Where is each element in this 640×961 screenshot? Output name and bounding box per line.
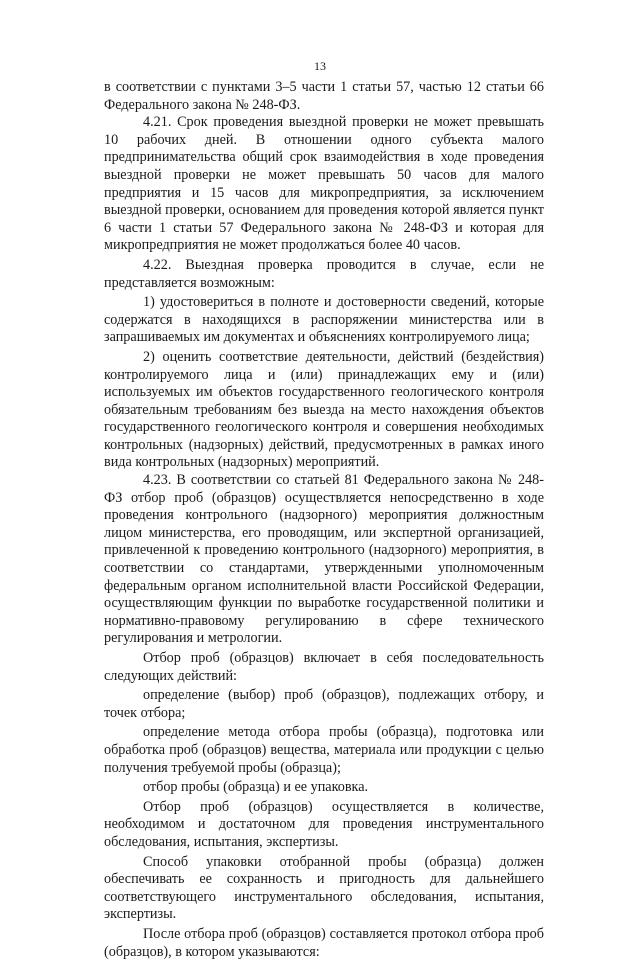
paragraph-4-23: 4.23. В соответствии со статьей 81 Федерального закона № 248-ФЗ отбор проб (образцов) осуществляется непосредственно в ходе проведения контрольного (надзорного) мероприятия должностным лицом министерства, его проводящим, или экспертной организацией, привлеченной к проведению контрольного (надзорного) мероприятия, в соответствии со стандартами, утвержденными уполномоченным федеральным органом исполнительной власти Российской Федерации, осуществляющим функции по выработке государственной политики и нормативно-правовому регулированию в сфере технического регулирования и метрологии. (104, 472, 544, 647)
list-item-step-1: определение (выбор) проб (образцов), подлежащих отбору, и точек отбора; (104, 687, 544, 721)
paragraph-packaging: Способ упаковки отобранной пробы (образца) должен обеспечивать ее сохранность и пригодность для дальнейшего соответствующего инструментального обследования, испытания, экспертизы. (104, 853, 544, 923)
list-item-2: 2) оценить соответствие деятельности, действий (бездействия) контролируемого лица и (или) принадлежащих ему и (или) используемых им объектов государственного геологического контроля обязательным требованиям без выезда на место нахождения объектов государственного геологического контроля и совершения необходимых контрольных (надзорных) действий, предусмотренных в рамках иного вида контрольных (надзорных) мероприятий. (104, 348, 544, 471)
list-item-step-3: отбор пробы (образца) и ее упаковка. (143, 779, 369, 796)
paragraph-4-22: 4.22. Выездная проверка проводится в случае, если не представляется возможным: (104, 256, 544, 291)
paragraph-sample-quantity: Отбор проб (образцов) осуществляется в количестве, необходимом и достаточном для проведения инструментального обследования, испытания, экспертизы. (104, 798, 544, 850)
document-body (104, 79, 544, 961)
paragraph-continuation: в соответствии с пунктами 3–5 части 1 статьи 57, частью 12 статьи 66 Федерального закона № 248-ФЗ. (104, 79, 544, 113)
list-item-step-2: определение метода отбора пробы (образца), подготовка или обработка проб (образцов) вещества, материала или продукции с целью получения требуемой пробы (образца); (104, 724, 544, 776)
page-number: 13 (314, 59, 326, 73)
paragraph-4-21: 4.21. Срок проведения выездной проверки не может превышать 10 рабочих дней. В отношении одного субъекта малого предпринимательства общий срок взаимодействия в ходе проведения выездной проверки не может превышать 50 часов для малого предприятия и 15 часов для микропредприятия, за исключением выездной проверки, основанием для проведения которой является пункт 6 части 1 статьи 57 Федерального закона № 248-ФЗ и которая для микропредприятия не может продолжаться более 40 часов. (104, 114, 544, 254)
paragraph-sampling-steps: Отбор проб (образцов) включает в себя последовательность следующих действий: (104, 650, 544, 684)
list-item-1: 1) удостовериться в полноте и достоверности сведений, которые содержатся в находящихся в распоряжении министерства или в запрашиваемых им документах и объяснениях контролируемого лица; (104, 294, 544, 346)
paragraph-protocol: После отбора проб (образцов) составляется протокол отбора проб (образцов), в котором указываются: (104, 925, 544, 960)
